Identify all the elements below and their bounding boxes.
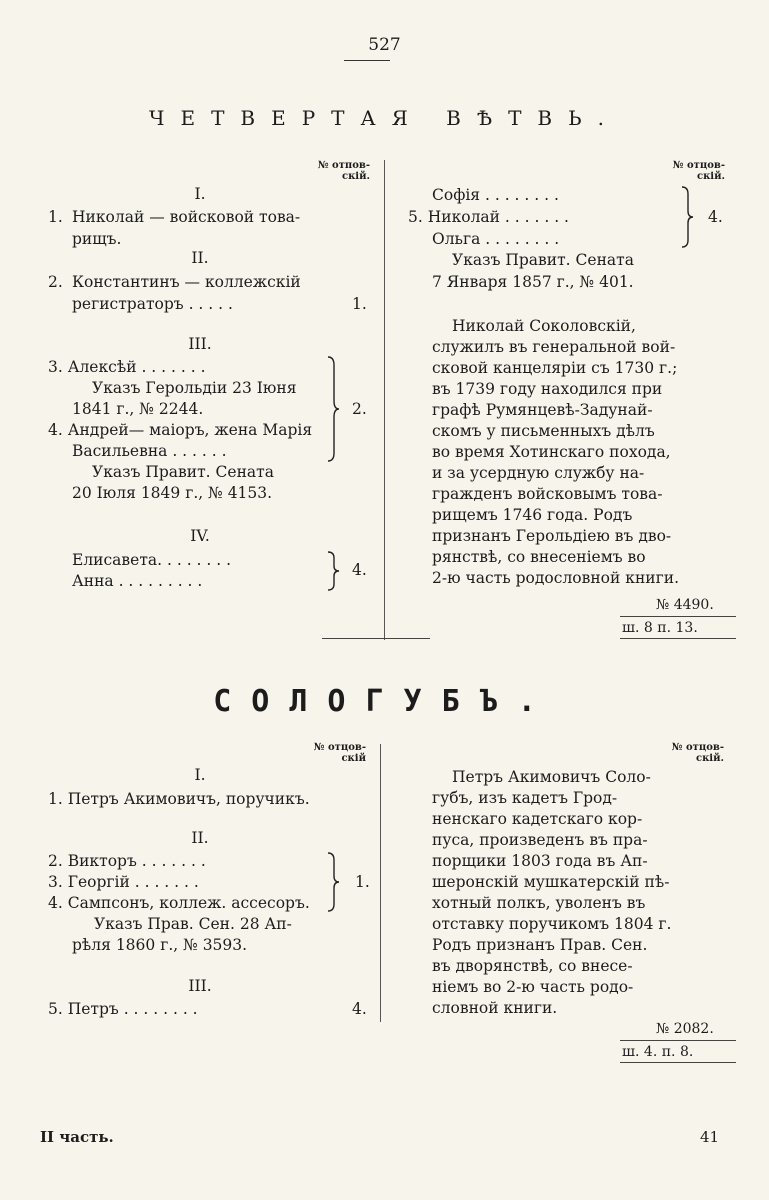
record-number: № 2082. — [656, 1021, 714, 1037]
entry-text: 2. Викторъ . . . . . . . — [48, 852, 206, 870]
decree-text: рѣля 1860 г., № 3593. — [72, 936, 248, 954]
paragraph-line: сковой канцеляріи съ 1730 г.; — [432, 359, 678, 377]
paragraph-line: словной книги. — [432, 999, 558, 1017]
decree-text: 20 Іюля 1849 г., № 4153. — [72, 484, 273, 502]
paragraph-line: рищемъ 1746 года. Родъ — [432, 506, 633, 524]
entry-text: Софія . . . . . . . . — [432, 186, 559, 204]
brace-icon — [680, 185, 694, 249]
shelf-mark: ш. 8 п. 13. — [622, 620, 698, 636]
entry-number: 2. — [48, 273, 63, 291]
decree-text: Указъ Прав. Сен. 28 Ап- — [94, 915, 292, 933]
record-number: № 4490. — [656, 597, 714, 613]
paragraph-line: Петръ Акимовичъ Соло- — [452, 768, 651, 786]
paragraph-line: признанъ Герольдіею въ дво- — [432, 527, 672, 545]
record-rule — [620, 1062, 736, 1063]
record-rule — [620, 616, 736, 617]
decree-text: Указъ Правит. Сената — [452, 251, 634, 269]
generation-heading: I. — [194, 185, 206, 203]
entry-text: Константинъ — коллежскій — [72, 273, 301, 291]
paragraph-line: Родъ признанъ Прав. Сен. — [432, 936, 648, 954]
left-column-header: № отпов- скій. — [317, 160, 370, 182]
shelf-mark: ш. 4. п. 8. — [622, 1044, 694, 1060]
paragraph-line: 2-ю часть родословной книги. — [432, 569, 679, 587]
decree-text: Указъ Герольдіи 23 Іюня — [92, 379, 297, 397]
brace-icon — [326, 550, 340, 592]
entry-text: 4. Сампсонъ, коллеж. ассесоръ. — [48, 894, 310, 912]
paragraph-line: въ 1739 году находился при — [432, 380, 663, 398]
entry-text: 3. Георгій . . . . . . . — [48, 873, 199, 891]
paragraph-line: и за усердную службу на- — [432, 464, 645, 482]
entry-text: 4. Андрей— маіоръ, жена Марія — [48, 421, 313, 439]
entry-number: 1. — [48, 208, 63, 226]
decree-text: Указъ Правит. Сената — [92, 463, 274, 481]
paragraph-line: ненскаго кадетскаго кор- — [432, 810, 643, 828]
entry-text: Николай — войсковой това- — [72, 208, 301, 226]
footer-part: II часть. — [40, 1128, 114, 1146]
parent-ref: 4. — [708, 208, 723, 226]
column-divider — [380, 744, 381, 1022]
generation-heading: II. — [191, 249, 209, 267]
paragraph-line: пуса, произведенъ въ пра- — [432, 831, 648, 849]
paragraph-line: порщики 1803 года въ Ап- — [432, 852, 648, 870]
page-number-rule — [344, 60, 390, 61]
right-column-header: № отцов- скій. — [671, 742, 724, 764]
brace-icon — [326, 355, 340, 463]
entry-text: 3. Алексѣй . . . . . . . — [48, 358, 206, 376]
paragraph-line: ніемъ во 2-ю часть родо- — [432, 978, 634, 996]
parent-ref: 1. — [355, 873, 370, 891]
paragraph-line: отставку поручикомъ 1804 г. — [432, 915, 672, 933]
section-title-branch: ЧЕТВЕРТАЯ ВѢТВЬ. — [149, 106, 620, 130]
parent-ref: 4. — [352, 561, 367, 579]
entry-text: 5. Петръ . . . . . . . . — [48, 1000, 198, 1018]
page-number: 527 — [368, 35, 401, 55]
record-rule — [620, 638, 736, 639]
generation-heading: II. — [191, 829, 209, 847]
entry-text: Елисавета. . . . . . . . — [72, 551, 232, 569]
paragraph-line: въ дворянствѣ, со внесе- — [432, 957, 633, 975]
section-title-sollogub: СОЛОГУБЪ. — [213, 684, 556, 719]
entry-text: Ольга . . . . . . . . — [432, 230, 560, 248]
entry-text: Анна . . . . . . . . . — [72, 572, 203, 590]
record-rule — [620, 1040, 736, 1041]
parent-ref: 4. — [352, 1000, 367, 1018]
generation-heading: III. — [188, 335, 212, 353]
parent-ref: 1. — [352, 295, 367, 313]
entry-text: рищъ. — [72, 230, 122, 248]
paragraph-line: во время Хотинскаго похода, — [432, 443, 671, 461]
generation-heading: III. — [188, 977, 212, 995]
paragraph-line: графѣ Румянцевѣ-Задунай- — [432, 401, 653, 419]
entry-text: Васильевна . . . . . . — [72, 442, 227, 460]
paragraph-line: хотный полкъ, уволенъ въ — [432, 894, 646, 912]
paragraph-line: шеронскій мушкатерскій пѣ- — [432, 873, 670, 891]
paragraph-line: рянствѣ, со внесеніемъ во — [432, 548, 646, 566]
generation-heading: IV. — [190, 527, 210, 545]
left-column-header: № отцов- скій — [313, 742, 366, 764]
paragraph-line: губъ, изъ кадетъ Грод- — [432, 789, 618, 807]
paragraph-line: служилъ въ генеральной вой- — [432, 338, 676, 356]
paragraph-line: гражденъ войсковымъ това- — [432, 485, 663, 503]
entry-text: 1. Петръ Акимовичъ, поручикъ. — [48, 790, 310, 808]
section-end-rule — [322, 638, 430, 639]
generation-heading: I. — [194, 766, 206, 784]
entry-text: регистраторъ . . . . . — [72, 295, 233, 313]
brace-icon — [326, 851, 340, 913]
decree-text: 7 Января 1857 г., № 401. — [432, 273, 634, 291]
paragraph-line: скомъ у письменныхъ дѣлъ — [432, 422, 655, 440]
paragraph-line: Николай Соколовскій, — [452, 317, 636, 335]
footer-signature: 41 — [700, 1128, 720, 1146]
right-column-header: № отцов- скій. — [672, 160, 725, 182]
parent-ref: 2. — [352, 400, 367, 418]
decree-text: 1841 г., № 2244. — [72, 400, 204, 418]
column-divider — [384, 160, 385, 640]
entry-text: 5. Николай . . . . . . . — [408, 208, 569, 226]
